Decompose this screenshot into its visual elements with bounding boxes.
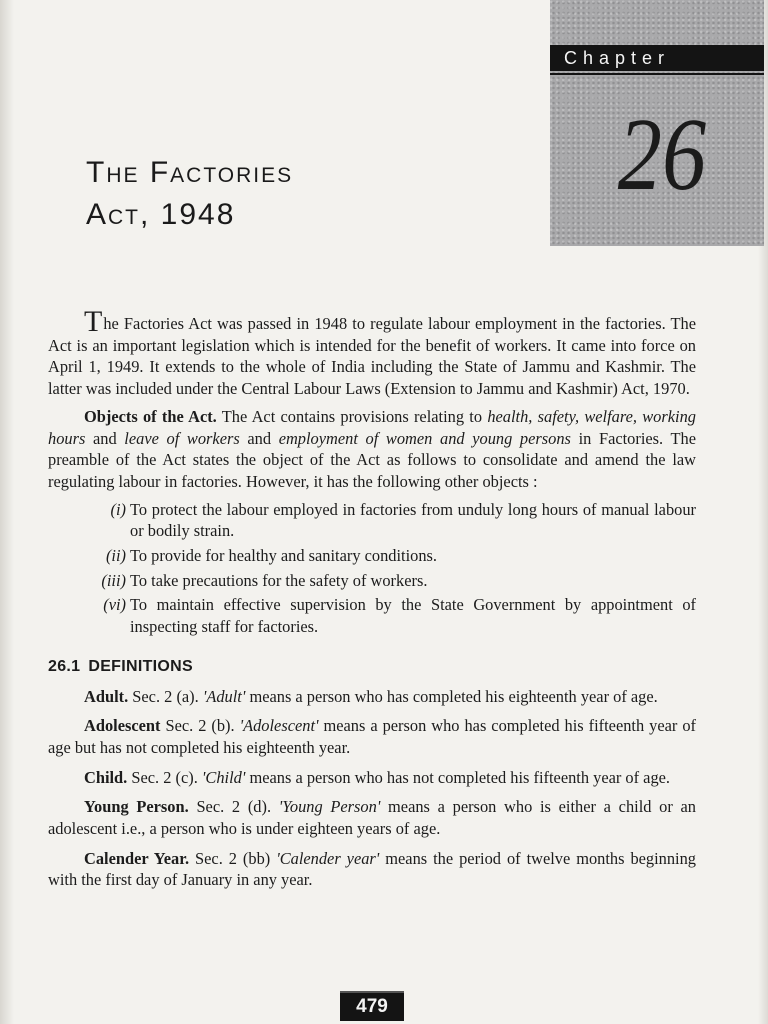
definition-quoted: 'Young Person' [278, 797, 381, 817]
list-item-text: To provide for healthy and sanitary conditions. [130, 546, 438, 566]
definition-adolescent [48, 715, 696, 758]
intro-text: he Factories Act was passed in 1948 to regulate labour employment in the factories. The Act is an important legislation which is intended for the benefit of workers. It came into force on April 1, 1949. It extends to the whole of India including the State of Jammu and Kashmir. The latter was included under the Central Labour Laws (Extension to Jammu and Kashmir) Act, 1970. [48, 314, 696, 399]
objects-heading: Objects of the Act. [84, 406, 217, 426]
chapter-title-line-2: Act, 1948 [86, 198, 236, 231]
objects-italic-2: leave of workers [124, 428, 240, 448]
definition-ref: Sec. 2 (c). [127, 767, 202, 787]
definition-ref: Sec. 2 (bb) [189, 848, 277, 868]
section-heading [48, 656, 696, 678]
definition-term: Child. [84, 767, 128, 787]
definition-calender-year [48, 848, 696, 891]
definition-term: Young Person. [84, 797, 189, 817]
list-item-number: (iii) [101, 570, 126, 590]
chapter-number: 26 [617, 97, 707, 212]
intro-paragraph [48, 305, 696, 400]
objects-text-4: in Factories. The preamble of the Act states the object of the Act as follows to consolidate and amend the law regulating labour in factories. However, it has the following other objects : [48, 428, 696, 491]
definition-child [48, 767, 696, 789]
definition-ref: Sec. 2 (a). [128, 686, 203, 706]
chapter-label: Chapter [550, 45, 764, 71]
definition-term: Adult. [84, 686, 129, 706]
section-number: 26.1 [48, 657, 81, 675]
definition-text: means the period of twelve months beginning with the first day of January in any year. [48, 848, 697, 890]
definition-quoted: 'Adult' [202, 686, 246, 706]
definition-text: means a person who has not completed his fifteenth year of age. [245, 767, 671, 787]
definition-text: means a person who has completed his fifteenth year of age but has not completed his eighteenth year. [48, 716, 696, 757]
page-edge-left [0, 0, 14, 1024]
definition-term: Adolescent [84, 716, 161, 736]
objects-text-2: and [85, 428, 125, 448]
definition-quoted: 'Child' [201, 767, 246, 787]
objects-list [48, 499, 696, 638]
list-item [48, 545, 696, 567]
chapter-title [86, 152, 506, 236]
objects-text-1: The Act contains provisions relating to [216, 406, 488, 426]
list-item-text: To protect the labour employed in factories from unduly long hours of manual labour or bodily strain. [130, 499, 696, 541]
drop-cap: T [84, 305, 103, 338]
definition-ref: Sec. 2 (b). [160, 716, 240, 736]
objects-italic-3: employment of women and young persons [278, 428, 571, 448]
objects-paragraph [48, 406, 696, 493]
list-item-number: (ii) [105, 546, 126, 566]
definition-adult [48, 686, 696, 708]
definition-text: means a person who is either a child or an adolescent i.e., a person who is under eighteen years of age. [48, 797, 697, 839]
list-item-text: To maintain effective supervision by the State Government by appointment of inspecting staff for factories. [130, 595, 696, 637]
definition-quoted: 'Calender year' [276, 848, 380, 868]
page-number: 479 [340, 991, 404, 1021]
definition-ref: Sec. 2 (d). [188, 797, 279, 817]
objects-text-3: and [239, 428, 279, 448]
definition-term: Calender Year. [84, 848, 190, 868]
list-item-text: To take precautions for the safety of workers. [130, 570, 428, 590]
definition-young-person [48, 796, 696, 839]
list-item [48, 499, 696, 542]
list-item-number: (vi) [103, 595, 126, 615]
section-title: DEFINITIONS [88, 657, 193, 675]
definition-quoted: 'Adolescent' [239, 716, 319, 736]
chapter-badge [550, 0, 764, 246]
chapter-title-line-1: The Factories [86, 156, 294, 189]
objects-italic-1: health, safety, welfare, working hours [48, 406, 696, 448]
list-item [48, 594, 696, 637]
definition-text: means a person who has completed his eighteenth year of age. [245, 686, 658, 706]
page-body [48, 305, 697, 891]
list-item [48, 570, 696, 592]
list-item-number: (i) [110, 499, 126, 519]
